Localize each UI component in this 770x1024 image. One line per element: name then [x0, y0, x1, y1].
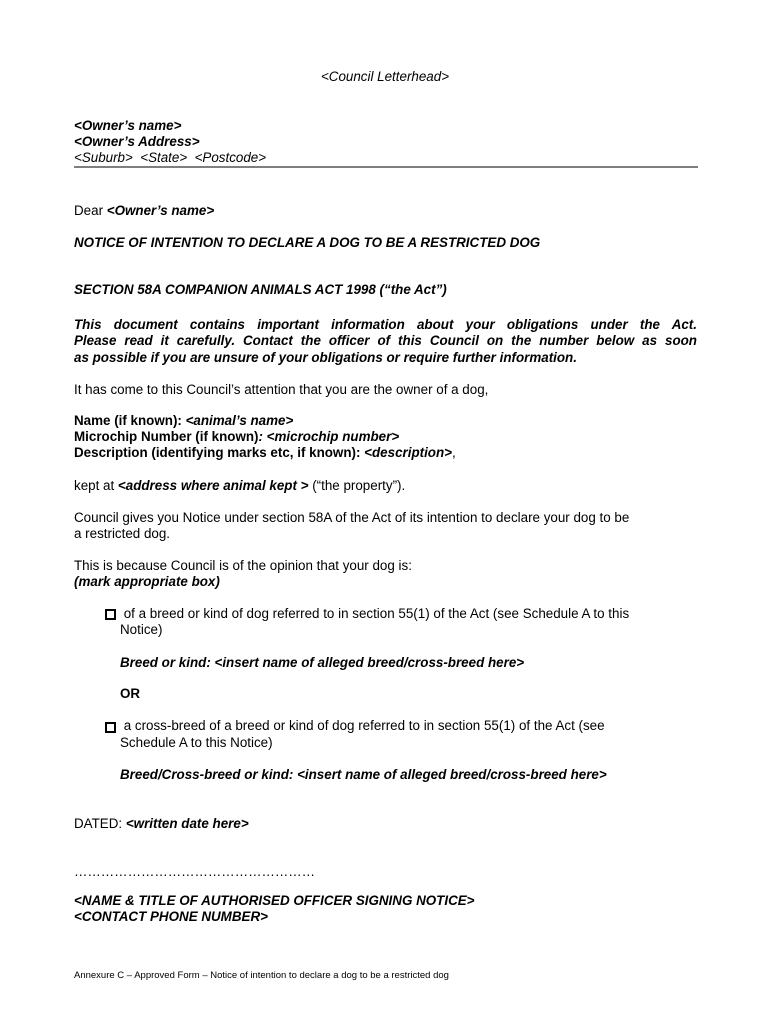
- microchip-label: Microchip Number (if known): [74, 429, 259, 444]
- option1-line2: Notice): [120, 622, 163, 637]
- description-row: [74, 445, 456, 461]
- animal-name-row: [74, 413, 293, 429]
- dated-value: <written date here>: [125, 816, 249, 831]
- option2-line1: a cross-breed of a breed or kind of dog referred to in section 55(1) of the Act (see: [120, 718, 605, 733]
- officer-name-title: <NAME & TITLE OF AUTHORISED OFFICER SIGNING NOTICE>: [74, 893, 475, 908]
- option2-breed-label: Breed/Cross-breed or kind: <insert name of alleged breed/cross-breed here>: [120, 767, 607, 782]
- salutation: [74, 203, 214, 219]
- dated-label: DATED:: [74, 816, 126, 831]
- or-label: OR: [120, 686, 141, 701]
- option1-line1: of a breed or kind of dog referred to in section 55(1) of the Act (see Schedule A to this: [120, 606, 630, 621]
- description-value: <description>: [364, 445, 452, 460]
- breed-checkbox[interactable]: [105, 609, 116, 620]
- animal-name-value: <animal’s name>: [185, 413, 294, 428]
- option2-line2: Schedule A to this Notice): [120, 735, 273, 750]
- section-title: SECTION 58A COMPANION ANIMALS ACT 1998 (“the Act”): [74, 282, 447, 297]
- signature-line: ………………………………………………: [74, 864, 316, 879]
- animal-name-label: Name (if known):: [74, 413, 186, 428]
- notice-text-line1: Council gives you Notice under section 58A of the Act of its intention to declare your dog to be: [74, 510, 630, 525]
- kept-at-address: <address where animal kept >: [117, 478, 309, 493]
- attention-text: It has come to this Council’s attention that you are the owner of a dog,: [74, 382, 489, 397]
- opinion-text: This is because Council is of the opinion that your dog is:: [74, 558, 412, 573]
- owner-name: <Owner’s name>: [74, 118, 182, 133]
- council-letterhead: <Council Letterhead>: [320, 69, 450, 84]
- officer-phone: <CONTACT PHONE NUMBER>: [74, 909, 268, 924]
- kept-at-suffix: (“the property”).: [308, 478, 406, 493]
- important-info-line1: This document contains important information about your obligations under the Act.: [74, 317, 697, 332]
- opinion-instruction: (mark appropriate box): [74, 574, 220, 589]
- owner-address: <Owner’s Address>: [74, 134, 200, 149]
- microchip-value: : <microchip number>: [258, 429, 400, 444]
- description-suffix: ,: [451, 445, 456, 460]
- kept-at-prefix: kept at: [74, 478, 118, 493]
- option1-breed-label: Breed or kind: <insert name of alleged breed/cross-breed here>: [120, 655, 525, 670]
- page-footer: Annexure C – Approved Form – Notice of intention to declare a dog to be a restricted dog: [74, 970, 449, 981]
- important-info-line2: Please read it carefully. Contact the officer of this Council on the number below as soon: [74, 333, 697, 348]
- salutation-dear: Dear: [74, 203, 107, 218]
- description-label: Description (identifying marks etc, if known):: [74, 445, 365, 460]
- dated-row: [74, 816, 249, 832]
- salutation-name: <Owner’s name>: [106, 203, 215, 218]
- important-info-line3: as possible if you are unsure of your obligations or require further information.: [74, 350, 577, 365]
- notice-title: NOTICE OF INTENTION TO DECLARE A DOG TO BE A RESTRICTED DOG: [74, 235, 541, 250]
- cross-breed-checkbox[interactable]: [105, 722, 116, 733]
- kept-at-row: [74, 478, 405, 494]
- microchip-row: [74, 429, 399, 445]
- owner-suburb-line: <Suburb> <State> <Postcode>: [74, 150, 267, 165]
- letterhead-divider: [74, 166, 698, 168]
- notice-text-line2: a restricted dog.: [74, 526, 171, 541]
